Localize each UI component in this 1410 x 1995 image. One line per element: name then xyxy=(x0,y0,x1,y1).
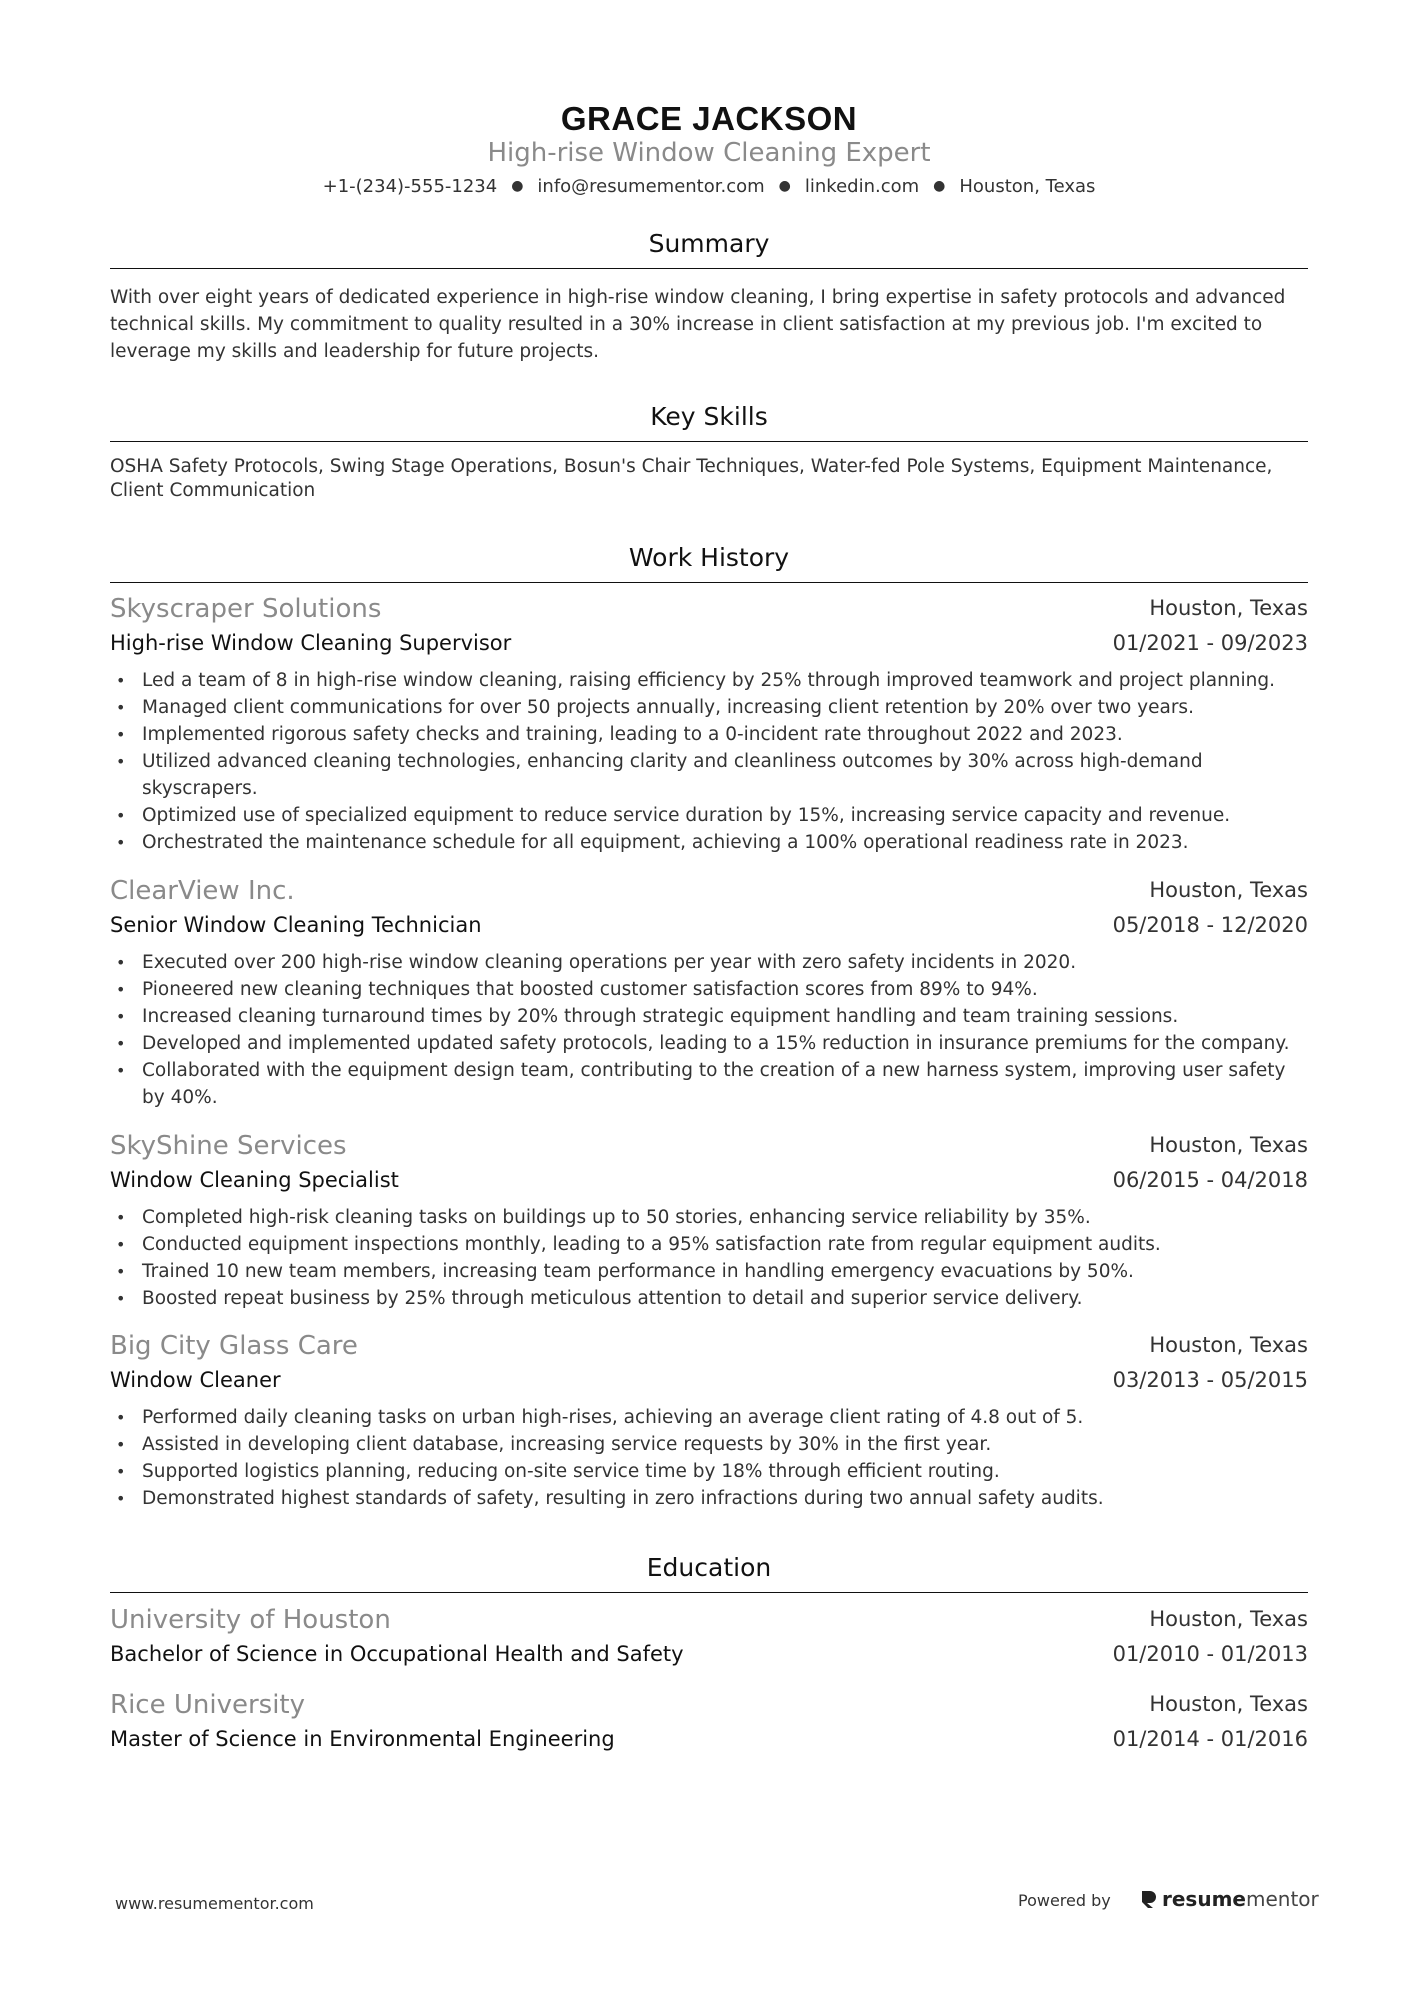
education-dates: 01/2014 - 01/2016 xyxy=(1112,1727,1308,1751)
section-divider xyxy=(110,1592,1308,1593)
section-divider xyxy=(110,268,1308,269)
degree: Master of Science in Environmental Engineering xyxy=(110,1727,615,1751)
education-heading: Education xyxy=(646,1553,772,1582)
phone: +1-(234)-555-1234 xyxy=(322,176,498,197)
email[interactable]: info@resumementor.com xyxy=(537,176,765,197)
education-dates: 01/2010 - 01/2013 xyxy=(1112,1642,1308,1666)
list-item: • Completed high-risk cleaning tasks on buildings up to 50 stories, enhancing service reliability by 35%. xyxy=(110,1204,1308,1231)
list-item: • Managed client communications for over 50 projects annually, increasing client retention by 20% over two years. xyxy=(110,694,1308,721)
list-item: • Collaborated with the equipment design team, contributing to the creation of a new harness system, improving user safety by 40%. xyxy=(110,1057,1308,1111)
brand-name-light: mentor xyxy=(1245,1887,1319,1911)
list-item: • Optimized use of specialized equipment to reduce service duration by 15%, increasing service capacity and revenue. xyxy=(110,802,1308,829)
job-location: Houston, Texas xyxy=(1149,596,1308,620)
job-dates: 03/2013 - 05/2015 xyxy=(1112,1368,1308,1392)
skills-text: OSHA Safety Protocols, Swing Stage Operations, Bosun's Chair Techniques, Water-fed Pole Systems, Equipment Maintenance, Client Communication xyxy=(110,456,1273,501)
job-company: ClearView Inc. xyxy=(110,876,295,906)
job-bullets xyxy=(110,1404,1308,1512)
list-item: • Increased cleaning turnaround times by 20% through strategic equipment handling and team training sessions. xyxy=(110,1003,1308,1030)
linkedin[interactable]: linkedin.com xyxy=(804,176,920,197)
candidate-headline: High-rise Window Cleaning Expert xyxy=(487,138,931,168)
school-location: Houston, Texas xyxy=(1149,1692,1308,1716)
separator-dot: ● xyxy=(511,178,524,194)
list-item: • Conducted equipment inspections monthly, leading to a 95% satisfaction rate from regular equipment audits. xyxy=(110,1231,1308,1258)
degree: Bachelor of Science in Occupational Health and Safety xyxy=(110,1642,684,1666)
list-item: • Developed and implemented updated safety protocols, leading to a 15% reduction in insurance premiums for the company. xyxy=(110,1030,1308,1057)
section-divider xyxy=(110,441,1308,442)
job-bullets xyxy=(110,949,1308,1111)
job-dates: 01/2021 - 09/2023 xyxy=(1112,631,1308,655)
location: Houston, Texas xyxy=(959,176,1096,197)
job-location: Houston, Texas xyxy=(1149,878,1308,902)
list-item: • Pioneered new cleaning techniques that boosted customer satisfaction scores from 89% to 94%. xyxy=(110,976,1308,1003)
school-location: Houston, Texas xyxy=(1149,1607,1308,1631)
job-dates: 05/2018 - 12/2020 xyxy=(1112,913,1308,937)
list-item: • Orchestrated the maintenance schedule for all equipment, achieving a 100% operational readiness rate in 2023. xyxy=(110,829,1308,856)
skills-heading: Key Skills xyxy=(650,402,768,431)
school-name: University of Houston xyxy=(110,1605,391,1635)
list-item: • Supported logistics planning, reducing on-site service time by 18% through efficient routing. xyxy=(110,1458,1308,1485)
list-item: • Demonstrated highest standards of safety, resulting in zero infractions during two annual safety audits. xyxy=(110,1485,1308,1512)
job-title: Senior Window Cleaning Technician xyxy=(110,913,482,937)
job-dates: 06/2015 - 04/2018 xyxy=(1112,1168,1308,1192)
summary-heading: Summary xyxy=(648,229,770,258)
job-title: Window Cleaner xyxy=(110,1368,281,1392)
brand-name-bold: resume xyxy=(1162,1887,1246,1911)
separator-dot: ● xyxy=(778,178,791,194)
job-location: Houston, Texas xyxy=(1149,1333,1308,1357)
section-divider xyxy=(110,582,1308,583)
job-company: SkyShine Services xyxy=(110,1131,347,1161)
footer-website[interactable]: www.resumementor.com xyxy=(115,1894,314,1913)
list-item: • Led a team of 8 in high-rise window cleaning, raising efficiency by 25% through improved teamwork and project planning. xyxy=(110,667,1308,694)
job-company: Big City Glass Care xyxy=(110,1331,358,1361)
list-item: • Implemented rigorous safety checks and training, leading to a 0-incident rate throughout 2022 and 2023. xyxy=(110,721,1308,748)
separator-dot: ● xyxy=(933,178,946,194)
job-bullets xyxy=(110,667,1308,856)
job-bullets xyxy=(110,1204,1308,1312)
brand-logo[interactable] xyxy=(1140,1887,1319,1911)
job-company: Skyscraper Solutions xyxy=(110,594,382,624)
list-item: • Utilized advanced cleaning technologies, enhancing clarity and cleanliness outcomes by 30% across high-demand skyscrapers. xyxy=(110,748,1308,802)
candidate-name: GRACE JACKSON xyxy=(560,100,858,137)
resumementor-logo-icon xyxy=(1140,1889,1158,1909)
list-item: • Assisted in developing client database, increasing service requests by 30% in the first year. xyxy=(110,1431,1308,1458)
work-history-heading: Work History xyxy=(628,543,790,572)
job-title: Window Cleaning Specialist xyxy=(110,1168,399,1192)
school-name: Rice University xyxy=(110,1690,305,1720)
list-item: • Executed over 200 high-rise window cleaning operations per year with zero safety incidents in 2020. xyxy=(110,949,1308,976)
contact-line xyxy=(110,176,1308,197)
job-location: Houston, Texas xyxy=(1149,1133,1308,1157)
job-title: High-rise Window Cleaning Supervisor xyxy=(110,631,512,655)
list-item: • Trained 10 new team members, increasing team performance in handling emergency evacuations by 50%. xyxy=(110,1258,1308,1285)
list-item: • Boosted repeat business by 25% through meticulous attention to detail and superior service delivery. xyxy=(110,1285,1308,1312)
list-item: • Performed daily cleaning tasks on urban high-rises, achieving an average client rating of 4.8 out of 5. xyxy=(110,1404,1308,1431)
summary-text: With over eight years of dedicated experience in high-rise window cleaning, I bring expertise in safety protocols and advanced technical skills. My commitment to quality resulted in a 30% increase in client satisfaction at my previous job. I'm excited to leverage my skills and leadership for future projects. xyxy=(110,287,1286,362)
powered-by-label: Powered by xyxy=(1018,1891,1111,1910)
